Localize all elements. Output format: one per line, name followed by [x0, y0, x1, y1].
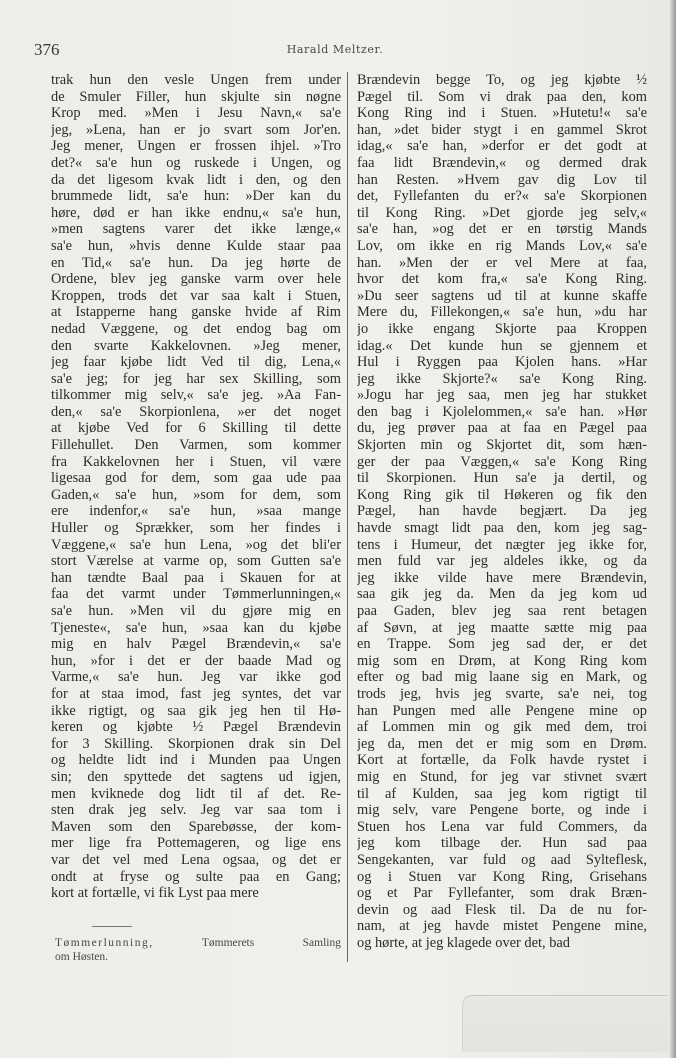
- page-header: [34, 40, 636, 68]
- text-line: keren og kjøbte ½ Pægel Brændevin: [51, 719, 341, 736]
- text-line: mig som en Drøm, at Kong Ring kom: [357, 652, 647, 669]
- text-line: havde smagt lidt paa den, kom jeg sag-: [357, 520, 647, 537]
- text-line: ligesaa god for dem, som gaa ude paa: [51, 470, 341, 487]
- text-line: jeg ikke vilde have mere Brændevin,: [357, 569, 647, 586]
- text-line: ger der paa Væggen,« sa'e Kong Ring: [357, 453, 647, 470]
- text-line: Krop med. »Men i Jesu Navn,« sa'e: [51, 105, 341, 122]
- text-line: trods jeg, hvis jeg svarte, sa'e nei, tog: [357, 685, 647, 702]
- text-line: han Resten. »Hvem gav dig Lov til: [357, 171, 647, 188]
- text-line: Lov, om ikke en rig Mands Lov,« sa'e: [357, 237, 647, 254]
- text-line: jo ikke engang Skjorte paa Kroppen: [357, 320, 647, 337]
- text-line: efter og bad mig laane sig en Mark, og: [357, 669, 647, 686]
- text-line: til Kong Ring. »Det gjorde jeg selv,«: [357, 204, 647, 221]
- running-head: Harald Meltzer.: [286, 43, 384, 56]
- text-line: at kjøbe Ved for 6 Skilling til dette: [51, 420, 341, 437]
- text-line: den,« sa'e Skorpionlena, »er det noget: [51, 403, 341, 420]
- text-line: at Istapperne hang ganske hvide af Rim: [51, 304, 341, 321]
- text-line: kort at fortælle, vi fik Lyst paa mere: [51, 885, 259, 902]
- text-line: faa det varmt under Tømmerlunningen,«: [51, 586, 341, 603]
- text-line: han, »det bider stygt i en gammel Skrot: [357, 121, 647, 138]
- text-line: »Jogu har jeg saa, men jeg har stukket: [357, 387, 647, 404]
- text-line: »Du seer sagtens ud til at kunne skaffe: [357, 287, 647, 304]
- text-line: og hørte, at jeg klagede over det, bad: [357, 934, 570, 951]
- text-line: for 3 Skilling. Skorpionen drak sin Del: [51, 735, 341, 752]
- text-line: af Lommen min og gik med dem, troi: [357, 719, 647, 736]
- text-line: mig selv, vare Pengene borte, og inde i: [357, 802, 647, 819]
- text-line: den bag i Kjolelommen,« sa'e han. »Hør: [357, 403, 647, 420]
- text-line: han Pungen med alle Pengene mine op: [357, 702, 647, 719]
- page-corner-fold: [462, 995, 668, 1052]
- text-line: sa'e jeg; for jeg har sex Skilling, som: [51, 370, 341, 387]
- text-line: saa gik jeg da. Men da jeg kom ud: [357, 586, 647, 603]
- footnote-text-1: Tømmerets Samling: [201, 937, 341, 949]
- text-line: tilkommer mig selv,« sa'e jeg. »Aa Fan-: [51, 387, 341, 404]
- text-line: nam, at jeg havde mistet Pengene mine,: [357, 918, 647, 935]
- footnote: [55, 936, 341, 964]
- text-line: faa lidt Brændevin,« og dermed drak: [357, 154, 647, 171]
- text-line: men kviknede dog lidt til af det. Re-: [51, 785, 341, 802]
- right-text-column: [357, 72, 647, 951]
- page-number: 376: [34, 40, 60, 59]
- text-line: mig en halv Pægel Brændevin,« sa'e: [51, 636, 341, 653]
- text-line: brummede lidt, sa'e hun: »Der kan du: [51, 188, 341, 205]
- text-line: Sengekanten, var fuld og aad Sylteflesk,: [357, 851, 647, 868]
- text-line: høre, død er han ikke endnu,« sa'e hun,: [51, 204, 341, 221]
- text-line: og i Stuen var Kong Ring, Grisehans: [357, 868, 647, 885]
- text-line: Ordene, blev jeg ganske varm over hele: [51, 271, 341, 288]
- text-line: de Smuler Filler, hun skjulte sin nøgne: [51, 88, 341, 105]
- text-line: stort Værelse at varme op, som Gutten sa'e: [51, 553, 341, 570]
- text-line: nedad Væggene, og det endog bag om: [51, 320, 341, 337]
- text-line: Tjeneste«, sa'e hun, »saa kan du kjøbe: [51, 619, 341, 636]
- text-line: fra Kakkelovnen her i Stuen, vil være: [51, 453, 341, 470]
- text-line: sa'e han, »og det er en tørstig Mands: [357, 221, 647, 238]
- text-line: Jeg mener, Ungen er frossen ihjel. »Tro: [51, 138, 341, 155]
- text-line: idag.« Det kunde hun se gjennem et: [357, 337, 647, 354]
- text-line: den svarte Kakkelovnen. »Jeg mener,: [51, 337, 341, 354]
- text-line: da det ligesom kvak lidt i den, og den: [51, 171, 341, 188]
- text-line: sa'e hun, »hvis denne Kulde staar paa: [51, 237, 341, 254]
- text-line: Brændevin begge To, og jeg kjøbte ½: [357, 72, 647, 88]
- text-line: Kong Ring gik til Høkeren og fik den: [357, 486, 647, 503]
- text-line: og et Par Fyllefanter, som drak Bræn-: [357, 885, 647, 902]
- text-line: sa'e hun. »Men vil du gjøre mig en: [51, 603, 341, 619]
- text-line: Kong Ring ind i Stuen. »Hutetu!« sa'e: [357, 105, 647, 122]
- text-line: Fillehullet. Den Varmen, som kommer: [51, 437, 341, 454]
- text-line: det?« sa'e hun og ruskede i Ungen, og: [51, 154, 341, 171]
- footnote-line-2: om Høsten.: [55, 951, 109, 963]
- text-line: ondt at fryse og sulte paa en Gang;: [51, 868, 341, 885]
- text-line: Kroppen, trods det var saa kalt i Stuen,: [51, 287, 341, 304]
- text-line: jeg kom tilbage der. Hun sad paa: [357, 835, 647, 852]
- text-line: til Skorpionen. Hun sa'e ja dertil, og: [357, 470, 647, 487]
- text-line: Maven som den Sparebøsse, der kom-: [51, 818, 341, 835]
- text-line: var det vel med Lena ogsaa, og det er: [51, 851, 341, 868]
- text-line: og heldte lidt ind i Munden paa Ungen: [51, 752, 341, 769]
- text-line: jeg faar kjøbe lidt Ved til dig, Lena,«: [51, 354, 341, 371]
- text-line: Kort at fortælle, da Folk havde rystet i: [357, 752, 647, 769]
- text-line: af Søvn, at jeg maatte sætte mig paa: [357, 619, 647, 636]
- text-line: mig en Stund, for jeg var stivnet svært: [357, 768, 647, 785]
- text-line: »men sagtens varer det ikke længe,«: [51, 221, 341, 238]
- text-line: idag,« sa'e han, »derfor er det godt at: [357, 138, 647, 155]
- text-line: men fuld var jeg aldeles ikke, og da: [357, 553, 647, 570]
- footnote-term: Tømmerlunning,: [55, 937, 154, 949]
- text-line: hvor det kom fra,« sa'e Kong Ring.: [357, 271, 647, 288]
- left-text-column: [51, 72, 341, 902]
- text-line: sten drak jeg selv. Jeg var saa tom i: [51, 802, 341, 819]
- footnote-rule: [92, 926, 132, 927]
- text-line: Pægel til. Som vi drak paa den, kom: [357, 88, 647, 105]
- text-line: paa Gaden, blev jeg saa rent betagen: [357, 603, 647, 619]
- text-line: han tændte Baal paa i Skauen for at: [51, 569, 341, 586]
- text-line: trak hun den vesle Ungen frem under: [51, 72, 341, 88]
- text-line: Huller og Sprækker, som her findes i: [51, 520, 341, 537]
- text-line: jeg, »Lena, han er jo svart som Jor'en.: [51, 121, 341, 138]
- text-line: Mere du, Fillekongen,« sa'e hun, »du har: [357, 304, 647, 321]
- text-line: jeg ikke Skjorte?« sa'e Kong Ring.: [357, 370, 647, 387]
- column-divider: [347, 72, 348, 962]
- text-line: jeg da, men det er mig som en Drøm.: [357, 735, 647, 752]
- text-line: Gaden,« sa'e hun, »som for dem, som: [51, 486, 341, 503]
- text-line: ere indenfor,« sa'e hun, »saa mange: [51, 503, 341, 520]
- text-line: for at staa imod, fast jeg syntes, det var: [51, 685, 341, 702]
- text-line: det, Fyllefanten du er?« sa'e Skorpionen: [357, 188, 647, 205]
- text-line: sin; den spyttede det sagtens ud igjen,: [51, 768, 341, 785]
- text-line: Skjorten min og Skjortet dit, som hæn-: [357, 437, 647, 454]
- text-line: Pægel, han havde begjært. Da jeg: [357, 503, 647, 520]
- text-line: Væggene,« sa'e hun Lena, »og det bli'er: [51, 536, 341, 553]
- text-line: Stuen hos Lena var fuld Commers, da: [357, 818, 647, 835]
- text-line: tens i Humeur, det nægter jeg ikke for,: [357, 536, 647, 553]
- page-edge: [670, 0, 676, 1058]
- text-line: til af Kulden, saa jeg kom rigtigt til: [357, 785, 647, 802]
- text-line: en Tid,« sa'e hun. Da jeg hørte de: [51, 254, 341, 271]
- text-line: devin og aad Flesk til. Da de nu for-: [357, 901, 647, 918]
- text-line: en Trappe. Som jeg sad der, er det: [357, 636, 647, 653]
- text-line: ikke rigtigt, og saa gik jeg hen til Hø-: [51, 702, 341, 719]
- text-line: Hul i Ryggen paa Kjolen hans. »Har: [357, 354, 647, 371]
- text-line: du, jeg prøver paa at faa en Pægel paa: [357, 420, 647, 437]
- text-line: han. »Men der er vel Mere at faa,: [357, 254, 647, 271]
- footnote-line-1: [55, 936, 341, 950]
- text-line: hun, »for i det er der baade Mad og: [51, 652, 341, 669]
- text-line: Varme,« sa'e hun. Jeg var ikke god: [51, 669, 341, 686]
- text-line: mer lige fra Pottemageren, og lige ens: [51, 835, 341, 852]
